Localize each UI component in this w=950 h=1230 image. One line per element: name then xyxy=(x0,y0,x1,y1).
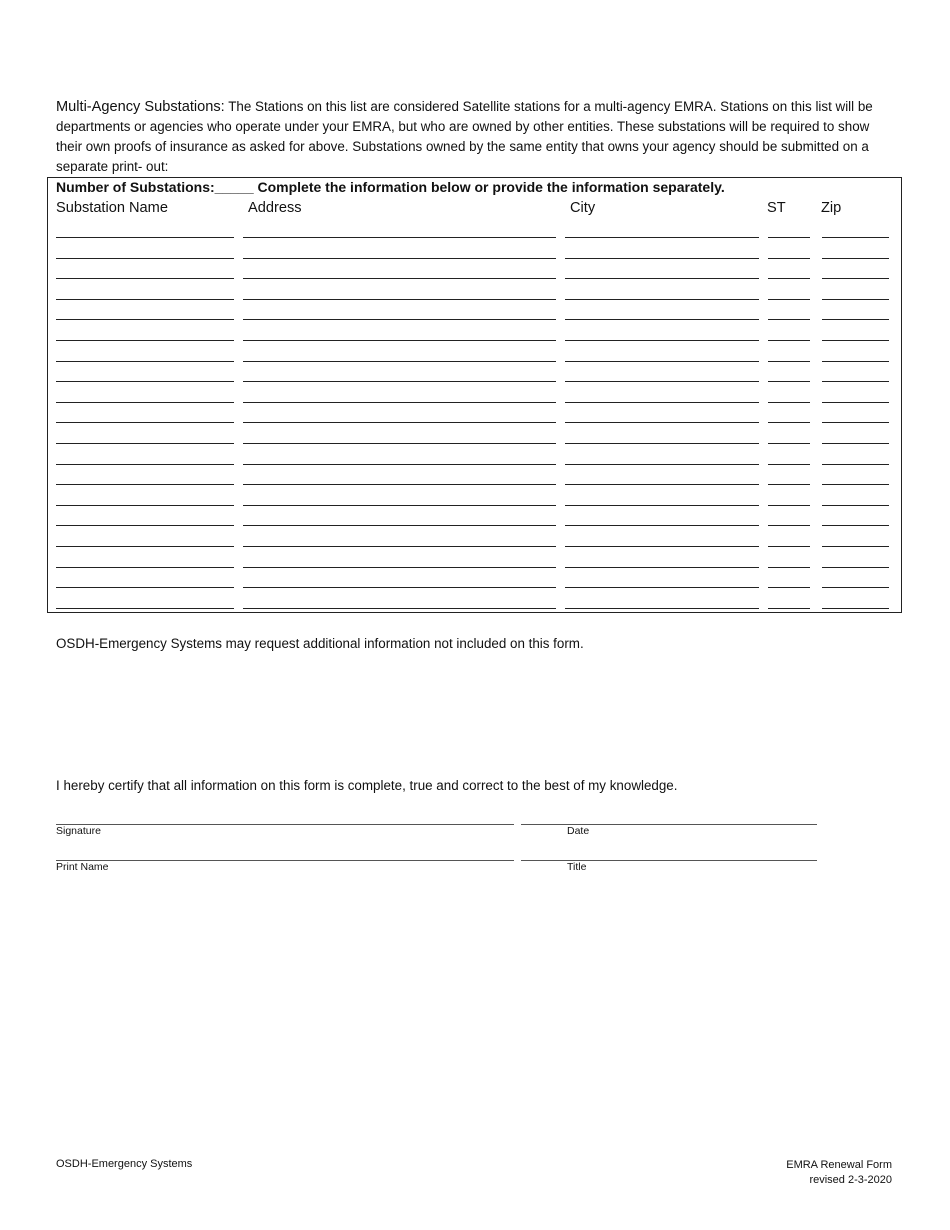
zip-field[interactable] xyxy=(822,546,889,547)
substation-name-field[interactable] xyxy=(56,381,234,382)
address-field[interactable] xyxy=(243,278,556,279)
city-field[interactable] xyxy=(565,464,759,465)
city-field[interactable] xyxy=(565,319,759,320)
st-field[interactable] xyxy=(768,319,810,320)
substation-name-field[interactable] xyxy=(56,299,234,300)
signature-line[interactable] xyxy=(56,824,514,825)
footer-form-info xyxy=(786,1158,892,1188)
zip-field[interactable] xyxy=(822,484,889,485)
address-field[interactable] xyxy=(243,608,556,609)
city-field[interactable] xyxy=(565,402,759,403)
footer-organization: OSDH-Emergency Systems xyxy=(56,1158,193,1170)
zip-field[interactable] xyxy=(822,464,889,465)
zip-field[interactable] xyxy=(822,443,889,444)
substation-name-field[interactable] xyxy=(56,608,234,609)
city-field[interactable] xyxy=(565,484,759,485)
substation-table-title: Number of Substations:_____ Complete the information below or provide the information separately. xyxy=(56,179,725,195)
additional-info-notice: OSDH-Emergency Systems may request additional information not included on this form. xyxy=(56,636,584,651)
substation-table-box xyxy=(47,177,902,613)
city-field[interactable] xyxy=(565,546,759,547)
city-field[interactable] xyxy=(565,361,759,362)
city-field[interactable] xyxy=(565,587,759,588)
address-field[interactable] xyxy=(243,381,556,382)
st-field[interactable] xyxy=(768,608,810,609)
st-field[interactable] xyxy=(768,464,810,465)
zip-field[interactable] xyxy=(822,319,889,320)
address-field[interactable] xyxy=(243,525,556,526)
st-field[interactable] xyxy=(768,443,810,444)
st-field[interactable] xyxy=(768,299,810,300)
city-field[interactable] xyxy=(565,340,759,341)
substation-name-field[interactable] xyxy=(56,319,234,320)
st-field[interactable] xyxy=(768,361,810,362)
address-field[interactable] xyxy=(243,237,556,238)
zip-field[interactable] xyxy=(822,258,889,259)
substation-name-field[interactable] xyxy=(56,340,234,341)
zip-field[interactable] xyxy=(822,237,889,238)
substation-name-field[interactable] xyxy=(56,258,234,259)
zip-field[interactable] xyxy=(822,608,889,609)
column-header-city: City xyxy=(570,200,596,216)
column-header-address: Address xyxy=(248,200,302,216)
st-field[interactable] xyxy=(768,381,810,382)
substation-name-field[interactable] xyxy=(56,278,234,279)
title-line[interactable] xyxy=(521,860,817,861)
address-field[interactable] xyxy=(243,546,556,547)
address-field[interactable] xyxy=(243,340,556,341)
st-field[interactable] xyxy=(768,484,810,485)
column-header-st: ST xyxy=(767,200,786,216)
substation-name-field[interactable] xyxy=(56,237,234,238)
zip-field[interactable] xyxy=(822,299,889,300)
signature-label: Signature xyxy=(56,825,101,837)
intro-text: The Stations on this list are considered Satellite stations for a multi-agency EMRA. Stations on this list will be departments or agencies who operate under your EMRA, but who are owned by other entities. These substations will be required to show their own proofs of insurance as asked for above. Substations owned by the same entity that owns your agency should be submitted on a separate print- out: xyxy=(56,99,873,174)
column-header-zip: Zip xyxy=(821,200,842,216)
address-field[interactable] xyxy=(243,567,556,568)
address-field[interactable] xyxy=(243,361,556,362)
city-field[interactable] xyxy=(565,505,759,506)
city-field[interactable] xyxy=(565,443,759,444)
substation-name-field[interactable] xyxy=(56,505,234,506)
zip-field[interactable] xyxy=(822,340,889,341)
substation-name-field[interactable] xyxy=(56,464,234,465)
footer-revision: revised 2-3-2020 xyxy=(809,1174,892,1186)
date-label: Date xyxy=(567,825,590,837)
substation-name-field[interactable] xyxy=(56,587,234,588)
zip-field[interactable] xyxy=(822,505,889,506)
column-header-substation-name: Substation Name xyxy=(56,200,168,216)
st-field[interactable] xyxy=(768,525,810,526)
title-label: Title xyxy=(567,861,587,873)
zip-field[interactable] xyxy=(822,525,889,526)
city-field[interactable] xyxy=(565,237,759,238)
substation-name-field[interactable] xyxy=(56,484,234,485)
print-name-line[interactable] xyxy=(56,860,514,861)
st-field[interactable] xyxy=(768,546,810,547)
zip-field[interactable] xyxy=(822,381,889,382)
substation-name-field[interactable] xyxy=(56,361,234,362)
substation-name-field[interactable] xyxy=(56,546,234,547)
st-field[interactable] xyxy=(768,258,810,259)
city-field[interactable] xyxy=(565,567,759,568)
city-field[interactable] xyxy=(565,381,759,382)
substation-name-field[interactable] xyxy=(56,422,234,423)
address-field[interactable] xyxy=(243,402,556,403)
footer-form-name: EMRA Renewal Form xyxy=(786,1159,892,1171)
print-name-label: Print Name xyxy=(56,861,109,873)
zip-field[interactable] xyxy=(822,422,889,423)
st-field[interactable] xyxy=(768,422,810,423)
st-field[interactable] xyxy=(768,505,810,506)
zip-field[interactable] xyxy=(822,567,889,568)
address-field[interactable] xyxy=(243,443,556,444)
st-field[interactable] xyxy=(768,402,810,403)
city-field[interactable] xyxy=(565,299,759,300)
st-field[interactable] xyxy=(768,567,810,568)
address-field[interactable] xyxy=(243,505,556,506)
address-field[interactable] xyxy=(243,299,556,300)
address-field[interactable] xyxy=(243,587,556,588)
substation-name-field[interactable] xyxy=(56,402,234,403)
city-field[interactable] xyxy=(565,525,759,526)
zip-field[interactable] xyxy=(822,587,889,588)
intro-heading: Multi-Agency Substations: xyxy=(56,99,225,115)
st-field[interactable] xyxy=(768,587,810,588)
intro-paragraph xyxy=(56,97,894,177)
city-field[interactable] xyxy=(565,608,759,609)
substation-name-field[interactable] xyxy=(56,525,234,526)
address-field[interactable] xyxy=(243,258,556,259)
address-field[interactable] xyxy=(243,464,556,465)
city-field[interactable] xyxy=(565,258,759,259)
st-field[interactable] xyxy=(768,340,810,341)
zip-field[interactable] xyxy=(822,278,889,279)
substation-name-field[interactable] xyxy=(56,567,234,568)
substation-name-field[interactable] xyxy=(56,443,234,444)
certification-statement: I hereby certify that all information on this form is complete, true and correct to the best of my knowledge. xyxy=(56,778,678,793)
address-field[interactable] xyxy=(243,319,556,320)
st-field[interactable] xyxy=(768,237,810,238)
date-line[interactable] xyxy=(521,824,817,825)
city-field[interactable] xyxy=(565,422,759,423)
zip-field[interactable] xyxy=(822,402,889,403)
st-field[interactable] xyxy=(768,278,810,279)
city-field[interactable] xyxy=(565,278,759,279)
address-field[interactable] xyxy=(243,422,556,423)
zip-field[interactable] xyxy=(822,361,889,362)
address-field[interactable] xyxy=(243,484,556,485)
